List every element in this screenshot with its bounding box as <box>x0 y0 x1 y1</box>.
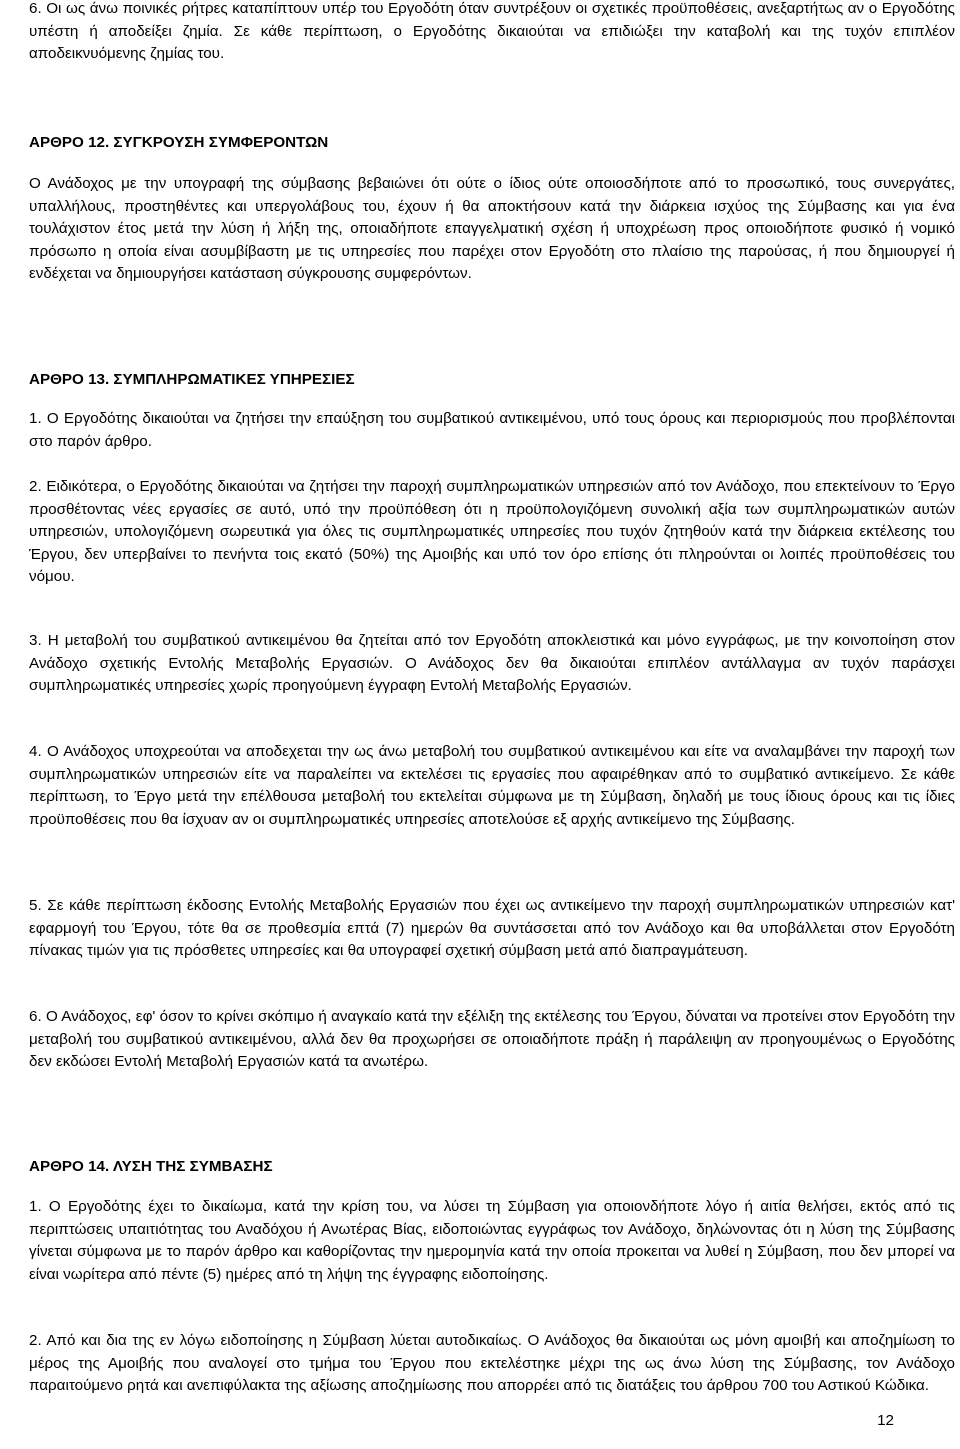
paragraph-item-6: 6. Οι ως άνω ποινικές ρήτρες καταπίπτουν υπέρ του Εργοδότη όταν συντρέξουν οι σχετικές προϋποθέσεις, ανεξαρτήτως αν ο Εργοδότης υπέστη ή αποδείξει ζημία. Σε κάθε περίπτωση, ο Εργοδότης δικαιούται να επιδιώξει την καταβολή και της τυχόν επιπλέον αποδεικνυόμενης ζημίας του. <box>29 0 955 63</box>
article-14-item-2: 2. Από και δια της εν λόγω ειδοποίησης η Σύμβαση λύεται αυτοδικαίως. Ο Ανάδοχος θα δικαιούται ως μόνη αμοιβή και αποζημίωση το μέρος της Αμοιβής που αναλογεί στο τμήμα του Έργου που εκτελέστηκε μέχρι της ως άνω λύση της Σύμβασης, τον Ανάδοχο παραιτούμενο ρητά και ανεπιφύλακτα της αξίωσης αποζημίωσης που απορρέει από τις διατάξεις του άρθρου 700 του Αστικού Κώδικα. <box>29 1332 955 1395</box>
article-13-item-3: 3. Η μεταβολή του συμβατικού αντικειμένου θα ζητείται από τον Εργοδότη αποκλειστικά και μόνο εγγράφως, με την κοινοποίηση στον Ανάδοχο σχετικής Εντολής Μεταβολής Εργασιών. Ο Ανάδοχος δεν θα δικαιούται επιπλέον αντάλλαγμα αν τυχόν παράσχει συμπληρωματικές υπηρεσίες χωρίς προηγούμενη έγγραφη Εντολή Μεταβολής Εργασιών. <box>29 632 955 695</box>
article-13-item-4: 4. Ο Ανάδοχος υποχρεούται να αποδεχεται την ως άνω μεταβολή του συμβατικού αντικειμένου και είτε να αναλαμβάνει την παροχή των συμπληρωματικών υπηρεσιών είτε να παραλείπει να εκτελέσει τις εργασίες που αφαιρέθηκαν από το συμβατικό αντικείμενο. Σε κάθε περίπτωση, το Έργο μετά την επέλθουσα μεταβολή του εκτελείται σύμφωνα με τη Σύμβαση, δηλαδή με τους ίδιους όρους και τις ίδιες προϋποθέσεις που θα ίσχυαν αν οι συμπληρωματικές υπηρεσίες αποτελούσε εξ αρχής αντικείμενο της Σύμβασης. <box>29 743 955 828</box>
article-13-item-6: 6. Ο Ανάδοχος, εφ' όσον το κρίνει σκόπιμο ή αναγκαίο κατά την εξέλιξη της εκτέλεσης του Έργου, δύναται να προτείνει στον Εργοδότη την μεταβολή του συμβατικού αντικειμένου, αλλά δεν θα προχωρήσει σε οποιαδήποτε πράξη ή παράλειψη αν προηγουμένως ο Εργοδότης δεν εκδώσει Εντολή Μεταβολή Εργασιών κατά τα ανωτέρω. <box>29 1008 955 1071</box>
page-number: 12 <box>877 1412 894 1429</box>
article-13-item-2: 2. Ειδικότερα, ο Εργοδότης δικαιούται να ζητήσει την παροχή συμπληρωματικών υπηρεσιών από τον Ανάδοχο, που επεκτείνουν το Έργο προσθέτοντας νέες εργασίες σε αυτό, υπό την προϋπόθεση ότι η προϋπολογιζόμενη συνολική αξία των συμπληρωματικών αυτών υπηρεσιών, υπολογιζόμενη σωρευτικά για όλες τις συμπληρωματικές υπηρεσίες που τυχόν ζητηθούν κατά την διάρκεια εκτέλεσης του Έργου, δεν υπερβαίνει το πενήντα τοις εκατό (50%) της Αμοιβής και υπό τον όρο επίσης ότι πληρούνται οι λοιπές προϋποθέσεις του νόμου. <box>29 478 955 586</box>
article-14-heading: ΑΡΘΡΟ 14. ΛΥΣΗ ΤΗΣ ΣΥΜΒΑΣΗΣ <box>29 1158 273 1175</box>
article-14-item-1: 1. Ο Εργοδότης έχει το δικαίωμα, κατά την κρίση του, να λύσει τη Σύμβαση για οποιονδήποτε λόγο ή αιτία θελήσει, εκτός από τις περιπτώσεις υπαιτιότητας του Αναδόχου ή Ανωτέρας Βίας, ειδοποιώντας εγγράφως τον Ανάδοχο, δηλώνοντας ότι η λύση της Σύμβασης γίνεται σύμφωνα με το παρόν άρθρο και καθορίζοντας την ημερομηνία κατά την οποία προκειται να λυθεί η Σύμβαση, που δεν μπορεί να είναι νωρίτερα από πέντε (5) ημέρες από τη λήψη της έγγραφης ειδοποίησης. <box>29 1198 955 1283</box>
article-12-heading: ΑΡΘΡΟ 12. ΣΥΓΚΡΟΥΣΗ ΣΥΜΦΕΡΟΝΤΩΝ <box>29 134 329 151</box>
article-13-item-1: 1. Ο Εργοδότης δικαιούται να ζητήσει την επαύξηση του συμβατικού αντικειμένου, υπό τους όρους και περιορισμούς που προβλέπονται στο παρόν άρθρο. <box>29 410 955 450</box>
article-13-heading: ΑΡΘΡΟ 13. ΣΥΜΠΛΗΡΩΜΑΤΙΚΕΣ ΥΠΗΡΕΣΙΕΣ <box>29 371 355 388</box>
article-13-item-5: 5. Σε κάθε περίπτωση έκδοσης Εντολής Μεταβολής Εργασιών που έχει ως αντικείμενο την παροχή συμπληρωματικών υπηρεσιών κατ' εφαρμογή του Έργου, τότε θα σε προθεσμία επτά (7) ημερών θα συντάσσεται από τον Ανάδοχο και θα υποβάλλεται στον Εργοδότη πίνακας τιμών για τις πρόσθετες υπηρεσίες και θα υπογραφεί σχετική σύμβαση μετά από διαπραγμάτευση. <box>29 897 955 960</box>
article-12-text: Ο Ανάδοχος με την υπογραφή της σύμβασης βεβαιώνει ότι ούτε ο ίδιος ούτε οποιοσδήποτε από το προσωπικό, τους συνεργάτες, υπαλλήλους, προστηθέντες και υπεργολάβους του, έχουν ή θα αποκτήσουν κατά την διάρκεια ισχύος της Σύμβασης και για ένα τουλάχιστον έτος μετά την λύση ή λήξη της, οποιαδήποτε επαγγελματική σχέση ή υποχρέωση προς οποιοδήποτε φυσικό ή νομικό πρόσωπο η οποία είναι ασυμβίβαστη με τις υπηρεσίες που παρέχει στον Εργοδότη στο πλαίσιο της παρούσας, ή που δημιουργεί ή ενδέχεται να δημιουργήσει κατάσταση σύγκρουσης συμφερόντων. <box>29 175 955 283</box>
